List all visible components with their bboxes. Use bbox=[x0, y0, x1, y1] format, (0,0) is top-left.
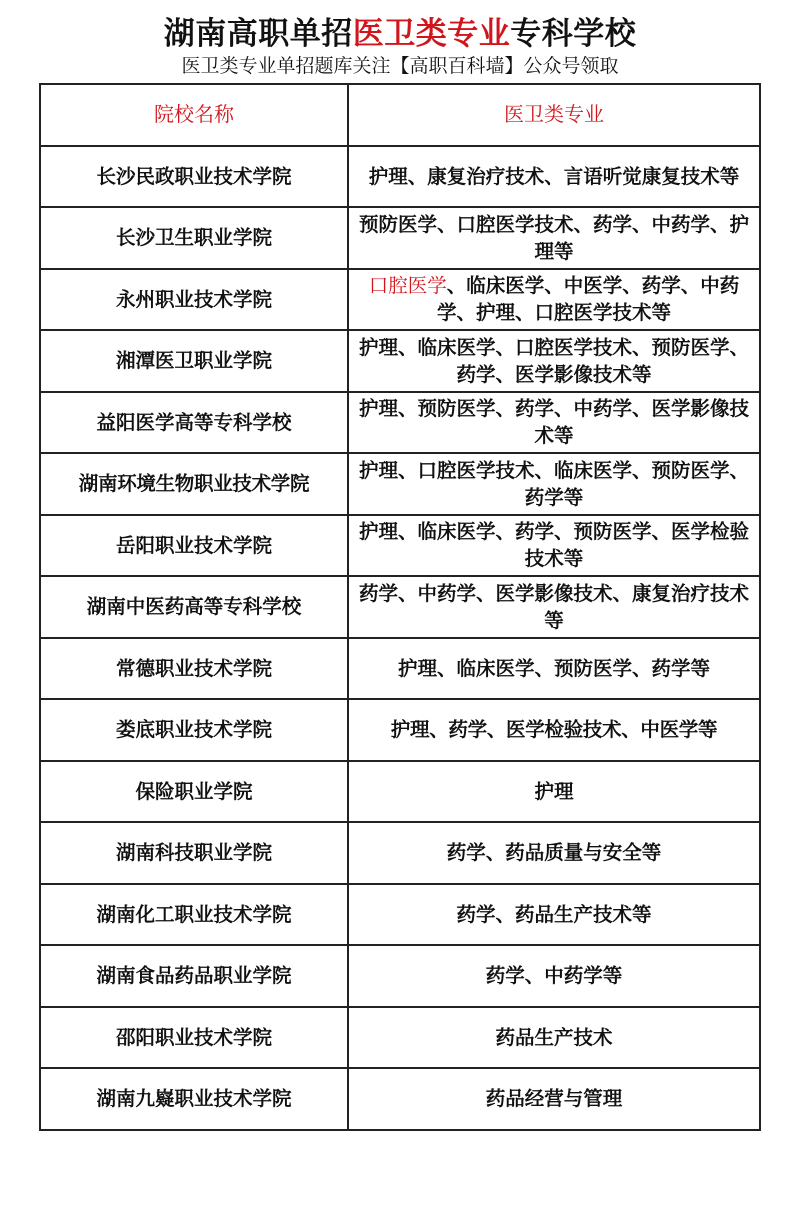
page-subtitle: 医卫类专业单招题库关注【高职百科墙】公众号领取 bbox=[181, 55, 619, 77]
table-row bbox=[40, 576, 760, 638]
table-row bbox=[40, 884, 760, 946]
title-highlight: 医卫类专业 bbox=[352, 16, 511, 52]
school-name: 湖南环境生物职业技术学院 bbox=[40, 453, 348, 515]
table-row bbox=[40, 822, 760, 884]
majors-cell bbox=[348, 761, 760, 823]
school-name: 岳阳职业技术学院 bbox=[40, 515, 348, 577]
majors-text: 药学、药品生产技术等 bbox=[456, 902, 652, 926]
majors-text: 护理、口腔医学技术、临床医学、预防医学、药学等 bbox=[358, 458, 749, 509]
majors-cell bbox=[348, 945, 760, 1007]
majors-cell bbox=[348, 515, 760, 577]
majors-text: 药品经营与管理 bbox=[485, 1087, 623, 1111]
title-suffix: 专科学校 bbox=[510, 16, 637, 52]
column-header-school: 院校名称 bbox=[40, 84, 348, 146]
majors-cell bbox=[348, 453, 760, 515]
school-name: 娄底职业技术学院 bbox=[40, 699, 348, 761]
table-row bbox=[40, 638, 760, 700]
majors-text: 护理 bbox=[534, 779, 574, 803]
school-name: 长沙民政职业技术学院 bbox=[40, 146, 348, 208]
page-title bbox=[0, 16, 800, 52]
majors-text: 护理、临床医学、预防医学、药学等 bbox=[397, 656, 710, 680]
majors-text: 护理、预防医学、药学、中药学、医学影像技术等 bbox=[358, 397, 749, 448]
majors-cell bbox=[348, 1007, 760, 1069]
majors-text: 护理、临床医学、药学、预防医学、医学检验技术等 bbox=[358, 520, 749, 571]
table-row bbox=[40, 207, 760, 269]
majors-text: 药学、药品质量与安全等 bbox=[446, 841, 662, 865]
table-row bbox=[40, 699, 760, 761]
majors-cell bbox=[348, 822, 760, 884]
school-name: 永州职业技术学院 bbox=[40, 269, 348, 331]
school-name: 湖南科技职业学院 bbox=[40, 822, 348, 884]
school-name: 邵阳职业技术学院 bbox=[40, 1007, 348, 1069]
majors-cell bbox=[348, 146, 760, 208]
school-name: 湖南九嶷职业技术学院 bbox=[40, 1068, 348, 1130]
table-row bbox=[40, 761, 760, 823]
school-name: 湘潭医卫职业学院 bbox=[40, 330, 348, 392]
table-row bbox=[40, 330, 760, 392]
table-row bbox=[40, 269, 760, 331]
majors-text: 药学、中药学、医学影像技术、康复治疗技术等 bbox=[358, 581, 749, 632]
majors-text: 护理、药学、医学检验技术、中医学等 bbox=[390, 718, 718, 742]
column-header-majors: 医卫类专业 bbox=[348, 84, 760, 146]
school-name: 益阳医学高等专科学校 bbox=[40, 392, 348, 454]
majors-cell bbox=[348, 1068, 760, 1130]
majors-cell bbox=[348, 699, 760, 761]
majors-text: 、临床医学、中医学、药学、中药学、护理、口腔医学技术等 bbox=[436, 274, 740, 325]
majors-text: 预防医学、口腔医学技术、药学、中药学、护理等 bbox=[358, 212, 749, 263]
table-body bbox=[40, 146, 760, 1130]
table-row bbox=[40, 146, 760, 208]
table-row bbox=[40, 515, 760, 577]
schools-table bbox=[39, 83, 761, 1131]
school-name: 湖南化工职业技术学院 bbox=[40, 884, 348, 946]
school-name: 湖南食品药品职业学院 bbox=[40, 945, 348, 1007]
school-name: 长沙卫生职业学院 bbox=[40, 207, 348, 269]
majors-text: 护理、临床医学、口腔医学技术、预防医学、药学、医学影像技术等 bbox=[358, 335, 749, 386]
majors-cell bbox=[348, 207, 760, 269]
table-header-row bbox=[40, 84, 760, 146]
school-name: 保险职业学院 bbox=[40, 761, 348, 823]
table-row bbox=[40, 453, 760, 515]
majors-cell bbox=[348, 392, 760, 454]
table-row bbox=[40, 1068, 760, 1130]
majors-text: 护理、康复治疗技术、言语听觉康复技术等 bbox=[368, 164, 740, 188]
title-prefix: 湖南高职单招 bbox=[163, 16, 353, 52]
table-row bbox=[40, 945, 760, 1007]
table-row bbox=[40, 392, 760, 454]
majors-cell bbox=[348, 884, 760, 946]
majors-cell bbox=[348, 576, 760, 638]
table-row bbox=[40, 1007, 760, 1069]
majors-cell bbox=[348, 269, 760, 331]
majors-highlight: 口腔医学 bbox=[368, 274, 447, 298]
majors-text: 药品生产技术 bbox=[495, 1025, 613, 1049]
majors-cell bbox=[348, 638, 760, 700]
majors-text: 药学、中药学等 bbox=[485, 964, 623, 988]
school-name: 常德职业技术学院 bbox=[40, 638, 348, 700]
majors-cell bbox=[348, 330, 760, 392]
school-name: 湖南中医药高等专科学校 bbox=[40, 576, 348, 638]
